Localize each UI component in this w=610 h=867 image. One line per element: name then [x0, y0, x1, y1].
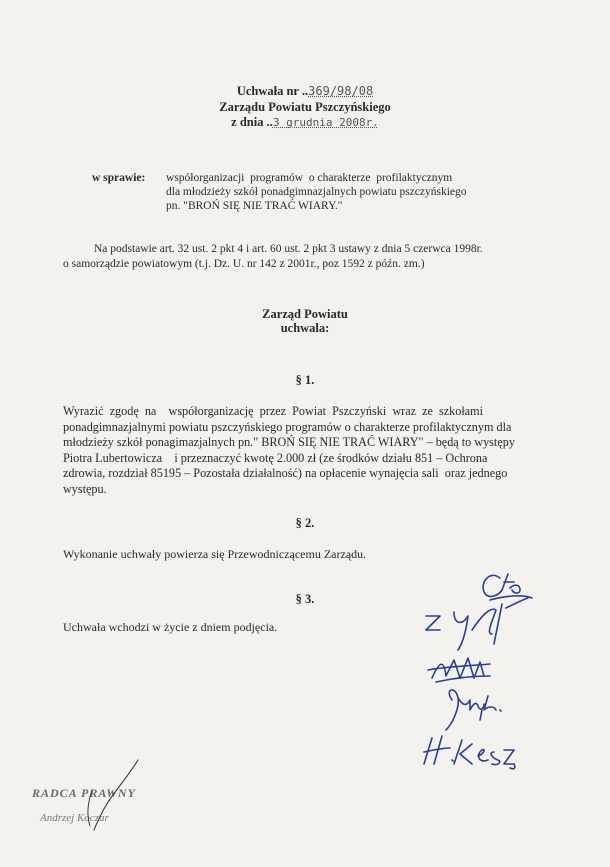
legal-basis-line-2: o samorządzie powiatowym (t.j. Dz. U. nr 142 z 2001r., poz 1592 z późn. zm.) — [63, 258, 425, 270]
resolves-line-2: uchwala: — [280, 321, 330, 335]
resolves-line-1: Zarząd Powiatu — [262, 307, 348, 321]
stamp-title: RADCA PRAWNY — [32, 786, 136, 800]
legal-counsel-signature — [68, 756, 158, 836]
section-2-body: Wykonanie uchwały powierza się Przewodniczącemu Zarządu. — [63, 547, 367, 561]
resolution-number-line: Uchwała nr ..369/98/08 — [236, 84, 374, 98]
section-1-line: Piotra Lubertowicza i przeznaczyć kwotę 2.000 zł (ze środków działu 851 – Ochrona — [63, 450, 488, 465]
subject-line-1: współorganizacji programów o charakterze profilaktycznym — [166, 172, 453, 184]
section-1-line: Wyrazić zgodę na współorganizację przez Powiat Pszczyński wraz ze szkołami — [63, 404, 484, 418]
section-3-heading: § 3. — [295, 592, 315, 606]
section-1-line: zdrowia, rozdział 85195 – Pozostała działalność) na opłacenie wynajęcia sali oraz jednego — [63, 466, 508, 481]
legal-basis-line-1: Na podstawie art. 32 ust. 2 pkt 4 i art. 60 ust. 2 pkt 3 ustawy z dnia 5 czerwca 1998r. — [94, 243, 483, 255]
stamp-name: Andrzej Koczar — [40, 812, 109, 824]
section-3-body: Uchwała wchodzi w życie z dniem podjęcia. — [63, 620, 278, 634]
subject-line-3: pn. "BROŃ SIĘ NIE TRAĆ WIARY." — [166, 200, 343, 212]
section-1-body — [63, 404, 549, 498]
legal-counsel-stamp — [28, 780, 158, 840]
board-name: Zarządu Powiatu Pszczyńskiego — [219, 100, 391, 114]
section-2-heading: § 2. — [295, 516, 315, 530]
resolution-date-line: z dnia ..3 grudnia 2008r. — [231, 115, 379, 129]
section-1-line: występu. — [63, 481, 107, 496]
section-1-heading: § 1. — [295, 373, 315, 387]
board-signatures — [410, 560, 540, 770]
section-1-line: młodzieży szkół ponagimazjalnych pn." BROŃ SIĘ NIE TRAĆ WIARY" – będą to występy — [63, 435, 515, 450]
subject-line-2: dla młodzieży szkół ponadgimnazjalnych powiatu pszczyńskiego — [166, 186, 467, 198]
subject-label: w sprawie: — [92, 172, 146, 184]
section-1-line: ponadgimnazjalnymi powiatu pszczyńskiego programów o charakterze profilaktycznym dla — [63, 419, 512, 434]
